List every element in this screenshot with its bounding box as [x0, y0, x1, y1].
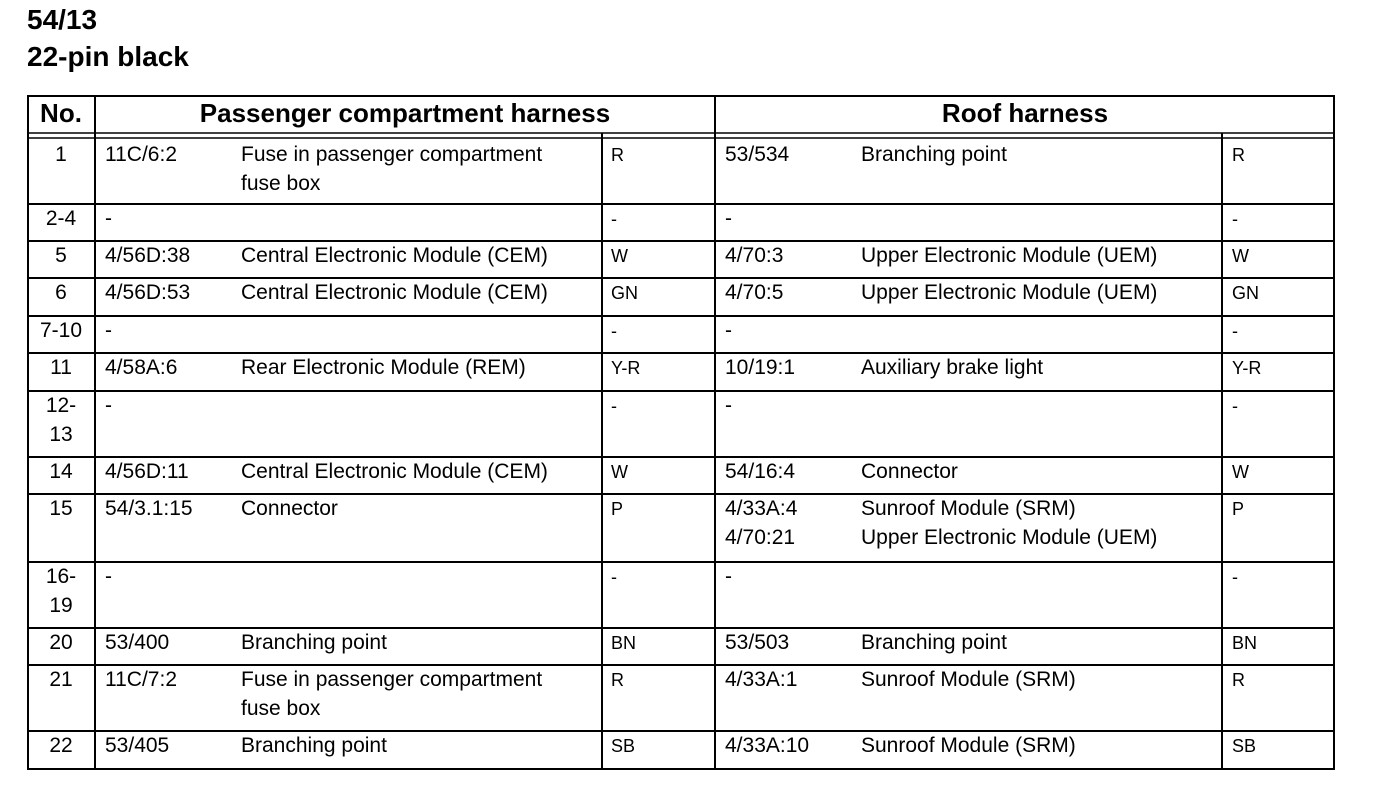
pin-number-line: 11 — [50, 356, 72, 379]
left-connector-code — [105, 316, 112, 345]
left-connector-code — [105, 353, 177, 382]
left-component-description — [241, 241, 548, 270]
left-connector-code — [105, 628, 169, 657]
right-wire-color: R — [1232, 145, 1245, 165]
left-component-description-line: Fuse in passenger compartment — [241, 668, 543, 691]
left-component-description — [241, 278, 548, 307]
left-connector-code-line: 4/58A:6 — [105, 356, 178, 379]
left-component-description — [241, 628, 387, 657]
left-wire-color: R — [611, 670, 624, 690]
pin-number — [27, 316, 95, 345]
right-wire-color: SB — [1232, 736, 1257, 756]
right-connector-code-line: - — [725, 207, 732, 230]
left-wire-color: SB — [611, 736, 636, 756]
pin-number — [27, 494, 95, 523]
right-connector-code — [725, 494, 797, 552]
right-wire-color: - — [1232, 396, 1238, 416]
left-component-description — [241, 731, 387, 760]
pin-number — [27, 457, 95, 486]
right-wire-color: BN — [1232, 633, 1258, 653]
right-component-description-line: Sunroof Module (SRM) — [861, 668, 1076, 691]
left-connector-code-line: 11C/7:2 — [105, 668, 177, 691]
pin-number-line: 22 — [49, 734, 73, 757]
right-connector-code — [725, 665, 797, 694]
pin-number — [27, 140, 95, 169]
pin-number-line: 16- — [45, 565, 77, 588]
left-wire-color: W — [611, 462, 628, 482]
right-connector-code-line: 4/70:3 — [725, 244, 784, 267]
left-wire-color: P — [611, 499, 624, 519]
pin-number — [27, 353, 95, 382]
right-component-description — [861, 731, 1076, 760]
right-connector-code — [725, 140, 789, 169]
right-component-description — [861, 665, 1076, 694]
left-component-description-line: Connector — [241, 497, 338, 520]
right-component-description-line: Auxiliary brake light — [861, 356, 1044, 379]
pin-number — [27, 278, 95, 307]
right-wire-color: - — [1232, 321, 1238, 341]
right-connector-code — [725, 353, 795, 382]
left-component-description — [241, 494, 338, 523]
left-component-description-line: Fuse in passenger compartment — [241, 143, 543, 166]
right-component-description-line: Upper Electronic Module (UEM) — [861, 526, 1158, 549]
left-component-description-line: Branching point — [241, 631, 387, 654]
left-connector-code — [105, 562, 112, 591]
right-connector-code — [725, 278, 783, 307]
left-wire-color: BN — [611, 633, 637, 653]
left-connector-code — [105, 241, 190, 270]
left-connector-code-line: 4/56D:38 — [105, 244, 191, 267]
pin-number-line: 2-4 — [45, 207, 77, 230]
right-connector-code-line: - — [725, 394, 732, 417]
right-component-description-line: Sunroof Module (SRM) — [861, 734, 1076, 757]
right-component-description — [861, 457, 958, 486]
left-connector-code-line: 54/3.1:15 — [105, 497, 193, 520]
left-connector-code-line: - — [105, 565, 112, 588]
right-wire-color: GN — [1232, 283, 1259, 303]
left-connector-code-line: - — [105, 394, 112, 417]
left-connector-code — [105, 665, 177, 694]
left-wire-color: Y-R — [611, 358, 641, 378]
pinout-table — [27, 95, 1335, 770]
connector-id: 54/13 — [27, 4, 98, 35]
pin-number-line: 19 — [49, 594, 73, 617]
right-wire-color: W — [1232, 246, 1249, 266]
left-connector-code — [105, 140, 177, 169]
right-connector-code — [725, 316, 732, 345]
left-connector-code — [105, 457, 189, 486]
left-connector-code-line: - — [105, 319, 112, 342]
header-passenger-compartment-harness: Passenger compartment harness — [199, 98, 611, 128]
left-component-description — [241, 665, 542, 723]
left-connector-code — [105, 494, 193, 523]
right-wire-color: - — [1232, 209, 1238, 229]
left-component-description-line: fuse box — [241, 697, 321, 720]
right-component-description — [861, 494, 1157, 552]
left-component-description-line: Rear Electronic Module (REM) — [241, 356, 526, 379]
pin-number — [27, 731, 95, 760]
left-wire-color: - — [611, 567, 617, 587]
pin-number-line: 20 — [49, 631, 73, 654]
right-connector-code-line: 4/33A:4 — [725, 497, 798, 520]
left-connector-code-line: 53/405 — [105, 734, 170, 757]
right-connector-code — [725, 731, 809, 760]
left-wire-color: W — [611, 246, 628, 266]
left-component-description — [241, 140, 542, 198]
right-connector-code — [725, 204, 732, 233]
right-connector-code-line: - — [725, 319, 732, 342]
pin-number-line: 5 — [55, 244, 67, 267]
pin-number-line: 14 — [49, 460, 73, 483]
right-connector-code-line: 53/534 — [725, 143, 790, 166]
left-connector-code-line: 11C/6:2 — [105, 143, 177, 166]
right-component-description — [861, 353, 1043, 382]
pin-number — [27, 241, 95, 270]
left-connector-code-line: 4/56D:53 — [105, 281, 191, 304]
table-grid — [27, 95, 1335, 770]
connector-description: 22-pin black — [27, 41, 189, 72]
left-wire-color: - — [611, 209, 617, 229]
right-connector-code — [725, 241, 783, 270]
right-component-description-line: Connector — [861, 460, 958, 483]
right-component-description — [861, 140, 1007, 169]
pin-number-line: 7-10 — [39, 319, 83, 342]
pin-number-line: 21 — [49, 668, 73, 691]
pin-number — [27, 628, 95, 657]
right-component-description-line: Sunroof Module (SRM) — [861, 497, 1076, 520]
header-no: No. — [40, 98, 82, 128]
pin-number — [27, 391, 95, 449]
right-wire-color: R — [1232, 670, 1245, 690]
right-component-description — [861, 241, 1157, 270]
left-connector-code — [105, 391, 112, 420]
pin-number-line: 13 — [49, 423, 73, 446]
right-component-description — [861, 278, 1157, 307]
left-component-description-line: Central Electronic Module (CEM) — [241, 244, 548, 267]
left-wire-color: - — [611, 396, 617, 416]
left-connector-code-line: 53/400 — [105, 631, 170, 654]
right-wire-color: W — [1232, 462, 1249, 482]
left-component-description — [241, 353, 526, 382]
left-wire-color: - — [611, 321, 617, 341]
right-component-description-line: Branching point — [861, 143, 1007, 166]
left-connector-code — [105, 731, 169, 760]
left-connector-code-line: - — [105, 207, 112, 230]
right-connector-code-line: 4/70:21 — [725, 526, 796, 549]
pin-number-line: 12- — [45, 394, 77, 417]
pin-number — [27, 562, 95, 620]
right-component-description-line: Branching point — [861, 631, 1007, 654]
pin-number-line: 1 — [55, 143, 67, 166]
pin-number-line: 6 — [55, 281, 67, 304]
pin-number — [27, 665, 95, 694]
right-connector-code — [725, 391, 732, 420]
pin-number — [27, 204, 95, 233]
pin-number-line: 15 — [49, 497, 73, 520]
right-connector-code-line: - — [725, 565, 732, 588]
right-connector-code-line: 53/503 — [725, 631, 790, 654]
right-component-description-line: Upper Electronic Module (UEM) — [861, 281, 1158, 304]
right-wire-color: Y-R — [1232, 358, 1262, 378]
right-connector-code-line: 4/33A:10 — [725, 734, 810, 757]
right-connector-code-line: 10/19:1 — [725, 356, 796, 379]
header-roof-harness: Roof harness — [941, 98, 1109, 128]
left-component-description-line: fuse box — [241, 172, 321, 195]
right-connector-code-line: 54/16:4 — [725, 460, 796, 483]
right-component-description — [861, 628, 1007, 657]
right-connector-code — [725, 457, 795, 486]
left-wire-color: R — [611, 145, 624, 165]
left-wire-color: GN — [611, 283, 638, 303]
right-connector-code-line: 4/70:5 — [725, 281, 784, 304]
left-connector-code-line: 4/56D:11 — [105, 460, 189, 483]
left-component-description-line: Central Electronic Module (CEM) — [241, 281, 548, 304]
left-connector-code — [105, 204, 112, 233]
right-wire-color: P — [1232, 499, 1245, 519]
right-connector-code — [725, 562, 732, 591]
right-connector-code — [725, 628, 789, 657]
right-connector-code-line: 4/33A:1 — [725, 668, 798, 691]
right-component-description-line: Upper Electronic Module (UEM) — [861, 244, 1158, 267]
left-component-description — [241, 457, 548, 486]
left-connector-code — [105, 278, 190, 307]
right-wire-color: - — [1232, 567, 1238, 587]
left-component-description-line: Central Electronic Module (CEM) — [241, 460, 548, 483]
left-component-description-line: Branching point — [241, 734, 387, 757]
